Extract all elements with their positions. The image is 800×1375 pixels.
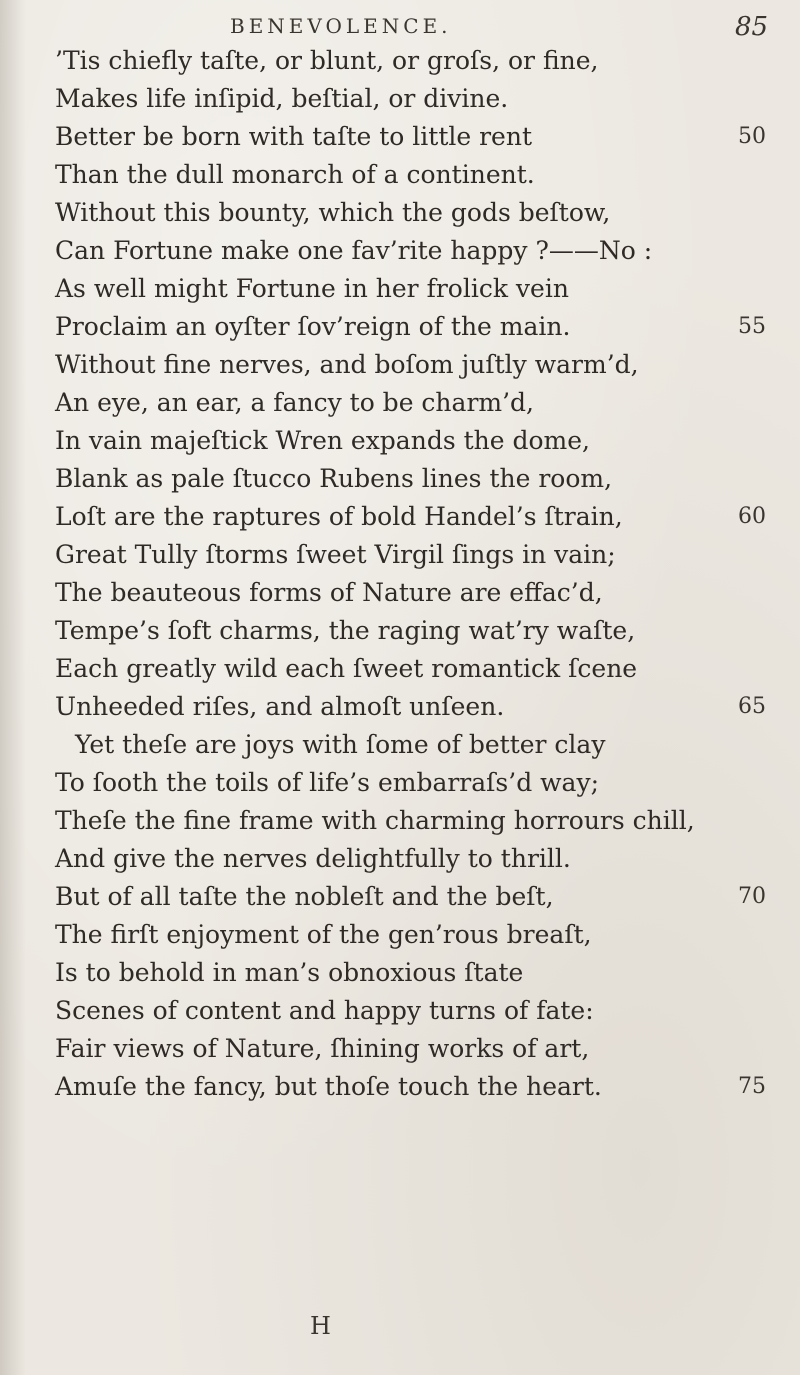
verse-line: Better be born with taſte to little rent [55,122,532,151]
running-title: BENEVOLENCE. [230,14,452,38]
verse-line: Than the dull monarch of a continent. [55,160,535,189]
line-number: 55 [738,314,766,339]
line-number: 60 [738,504,766,529]
verse-line: In vain majeſtick Wren expands the dome, [55,426,590,455]
verse-line: Makes life inſipid, beſtial, or divine. [55,84,509,113]
line-number: 75 [738,1074,766,1099]
verse-line: Proclaim an oyſter ſov’reign of the main. [55,312,571,341]
verse-line: The firſt enjoyment of the gen’rous breaſt, [55,920,592,949]
verse-line: Unheeded riſes, and almoſt unſeen. [55,692,505,721]
page-number: 85 [735,12,769,42]
verse-line: Blank as pale ſtucco Rubens lines the room, [55,464,613,493]
verse-line: Without this bounty, which the gods beſtow, [55,198,611,227]
verse-line: Fair views of Nature, ſhining works of art, [55,1034,590,1063]
verse-line: The beauteous forms of Nature are effac’d, [55,578,603,607]
verse-line: ’Tis chiefly taſte, or blunt, or groſs, or fine, [55,46,599,75]
verse-line: But of all taſte the nobleſt and the beſt, [55,882,554,911]
verse-line: Theſe the fine frame with charming horrours chill, [55,806,695,835]
catchword: H [310,1312,331,1340]
verse-line: And give the nerves delightfully to thrill. [55,844,571,873]
verse-line: Without fine nerves, and boſom juſtly warm’d, [55,350,639,379]
line-number: 65 [738,694,766,719]
verse-line: Tempe’s ſoft charms, the raging wat’ry waſte, [55,616,636,645]
verse-line: Yet theſe are joys with ſome of better clay [75,730,606,759]
verse-line: Amuſe the fancy, but thoſe touch the heart. [55,1072,602,1101]
verse-line: As well might Fortune in her frolick vein [55,274,569,303]
line-number: 70 [738,884,766,909]
verse-line: Great Tully ſtorms ſweet Virgil ſings in vain; [55,540,616,569]
verse-line: To ſooth the toils of life’s embarraſs’d way; [55,768,599,797]
verse-line: An eye, an ear, a fancy to be charm’d, [55,388,534,417]
verse-line: Each greatly wild each ſweet romantick ſcene [55,654,638,683]
line-number: 50 [738,124,766,149]
verse-line: Scenes of content and happy turns of fate: [55,996,594,1025]
verse-line: Can Fortune make one fav’rite happy ?——No : [55,236,653,265]
verse-line: Loſt are the raptures of bold Handel’s ſtrain, [55,502,623,531]
verse-line: Is to behold in man’s obnoxious ſtate [55,958,524,987]
